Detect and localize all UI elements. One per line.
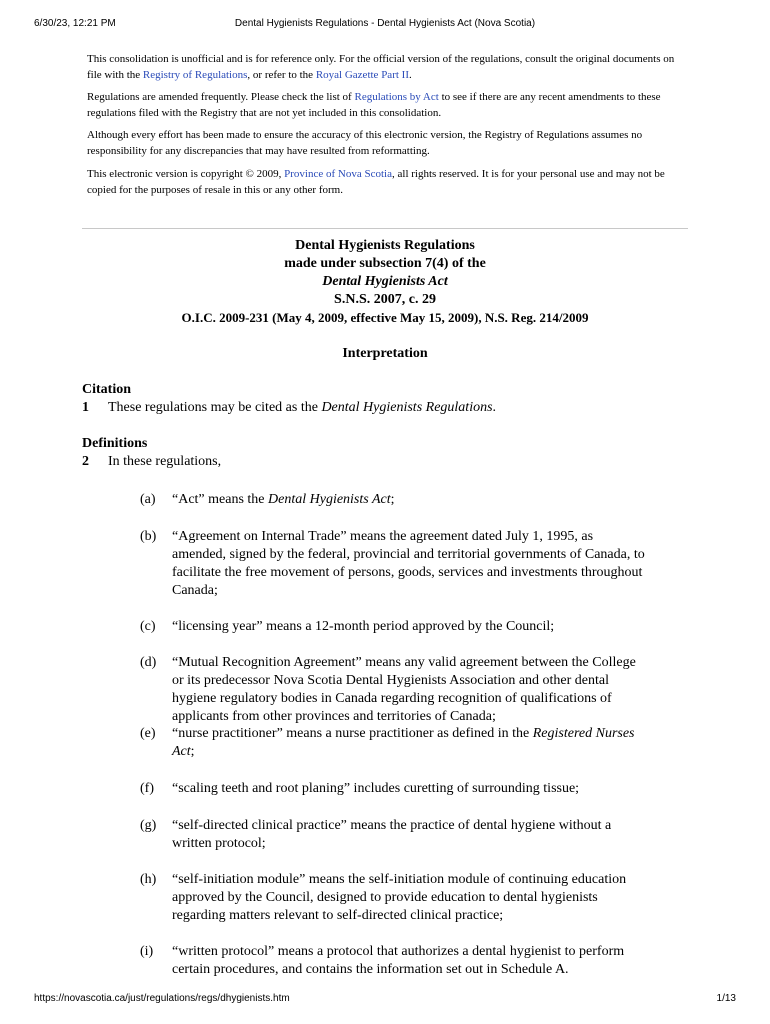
definition-a: (a) “Act” means the Dental Hygienists Act; xyxy=(140,492,395,507)
horizontal-divider xyxy=(82,228,688,229)
definition-b: (b) “Agreement on Internal Trade” means the agreement dated July 1, 1995, as amended, signed by the federal, provincial and territorial governments of Canada, to facilitate the free movement of persons, goods, services and investments throughout Canada; xyxy=(140,529,645,598)
interpretation-heading: Interpretation xyxy=(342,346,428,361)
definition-e: (e) “nurse practitioner” means a nurse practitioner as defined in the Registered Nurses Act; xyxy=(140,726,635,759)
definition-i: (i) “written protocol” means a protocol that authorizes a dental hygienist to perform certain procedures, and contains the information set out in Schedule A. xyxy=(140,944,625,977)
definitions-heading: Definitions xyxy=(82,436,148,451)
notice-paragraph-official: This consolidation is unofficial and is for reference only. For the official version of the regulations, consult the original documents on file with the Registry of Regulations, or refer to the Royal Gazette Part II. xyxy=(87,53,675,81)
registry-of-regulations-link[interactable]: Registry of Regulations xyxy=(142,69,248,81)
province-of-nova-scotia-link[interactable]: Province of Nova Scotia xyxy=(284,168,392,180)
print-url: https://novascotia.ca/just/regulations/regs/dhygienists.htm xyxy=(34,993,290,1004)
print-page-counter: 1/13 xyxy=(716,993,736,1004)
notice-paragraph-copyright: This electronic version is copyright © 2009, Province of Nova Scotia, all rights reserved. It is for your personal use and may not be copied for the purposes of resale in this or any other form. xyxy=(87,168,665,196)
oic-citation: O.I.C. 2009-231 (May 4, 2009, effective May 15, 2009), N.S. Reg. 214/2009 xyxy=(181,310,589,325)
royal-gazette-link[interactable]: Royal Gazette Part II xyxy=(315,69,409,81)
print-datetime: 6/30/23, 12:21 PM xyxy=(34,18,116,29)
definition-h: (h) “self-initiation module” means the self-initiation module of continuing education approved by the Council, designed to provide education to dental hygienists regarding matters relevant to self-directed clinical practice; xyxy=(140,872,627,923)
print-page-title: Dental Hygienists Regulations - Dental Hygienists Act (Nova Scotia) xyxy=(234,18,536,29)
definition-g: (g) “self-directed clinical practice” means the practice of dental hygiene without a written protocol; xyxy=(140,818,612,851)
definition-c: (c) “licensing year” means a 12-month period approved by the Council; xyxy=(140,619,555,634)
act-name: Dental Hygienists Act xyxy=(322,274,448,289)
statute-citation: S.N.S. 2007, c. 29 xyxy=(334,292,436,307)
regulations-by-act-link[interactable]: Regulations by Act xyxy=(354,91,439,103)
regulation-title: Dental Hygienists Regulations xyxy=(295,238,475,253)
section-number: 1 xyxy=(82,400,89,415)
definition-d: (d) “Mutual Recognition Agreement” means any valid agreement between the College or its predecessor Nova Scotia Dental Hygienists Association and other dental hygiene regulatory bodies in Canada regarding recognition of qualifications of applicants from other provinces and territories of Canada; xyxy=(140,655,636,724)
notice-paragraph-accuracy: Although every effort has been made to ensure the accuracy of this electronic version, the Registry of Regulations assumes no responsibility for any discrepancies that may have resulted from reformatting. xyxy=(87,129,643,157)
section-1: 1 These regulations may be cited as the Dental Hygienists Regulations. xyxy=(82,400,497,415)
section-number: 2 xyxy=(82,454,89,469)
regulation-title-block xyxy=(80,237,690,327)
regulation-authority: made under subsection 7(4) of the xyxy=(284,256,486,271)
definition-f: (f) “scaling teeth and root planing” includes curetting of surrounding tissue; xyxy=(140,781,580,796)
section-2: 2 In these regulations, xyxy=(82,454,222,469)
citation-heading: Citation xyxy=(82,382,131,397)
notice-paragraph-amendments: Regulations are amended frequently. Please check the list of Regulations by Act to see if there are any recent amendments to these regulations filed with the Registry that are not yet included in this consolidation. xyxy=(87,91,661,119)
